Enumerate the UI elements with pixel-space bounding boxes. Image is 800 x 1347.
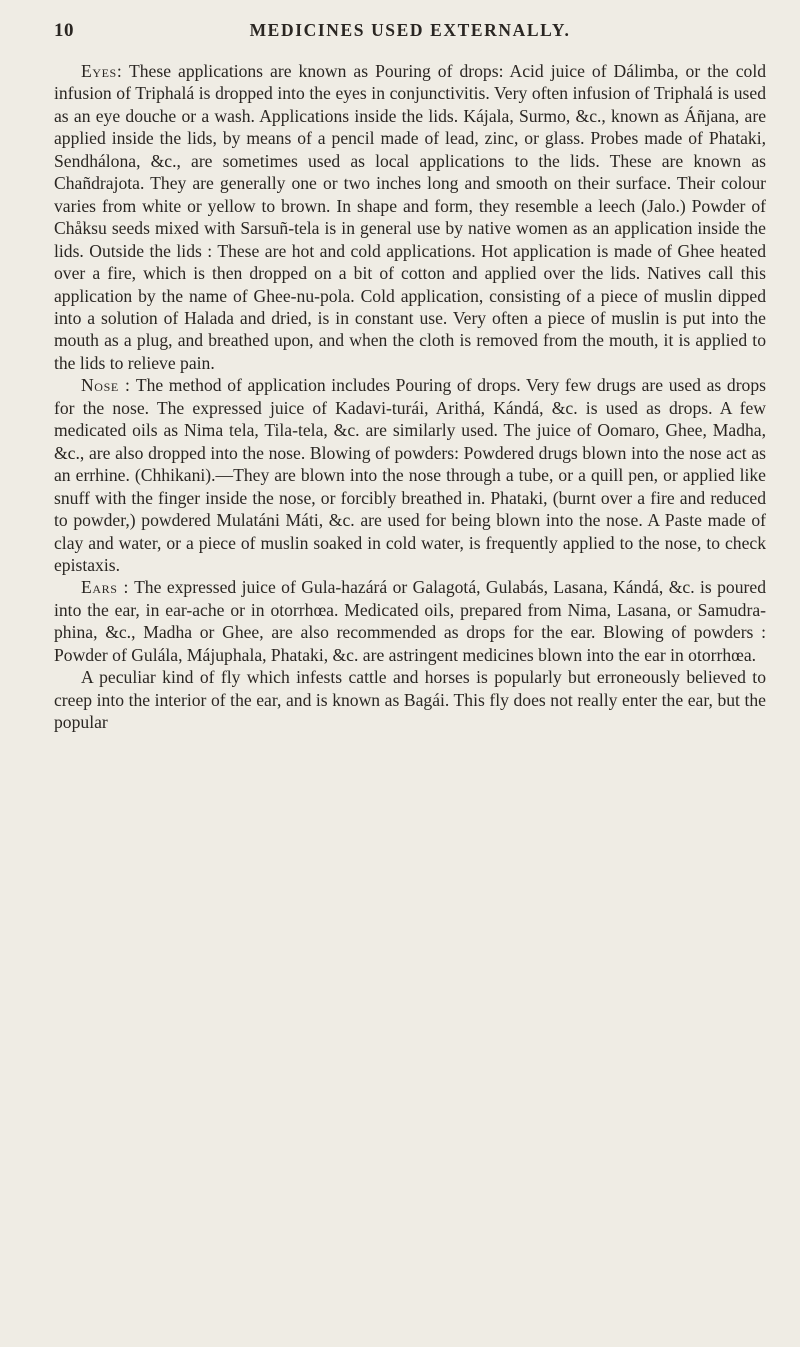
paragraph-nose-text: The method of application includes Pouring of drops. Very few drugs are used as drops for the nose. The expressed juice of Kadavi-turái, Arithá, Kándá, &c. is used as drops. A few medicated oils as Nima tela, Tila-tela, &c. are similarly used. The juice of Oomaro, Ghee, Madha, &c., are also dropped into the nose. Blowing of powders: Powdered drugs blown into the nose act as an errhine. (Chhikani).—They are blown into the nose through a tube, or a quill pen, or applied like snuff with the finger inside the nose, or forcibly breathed in. Phataki, (burnt over a fire and reduced to powder,) powdered Mulatáni Máti, &c. are used for being blown into the nose. A Paste made of clay and water, or a piece of muslin soaked in cold water, is frequently applied to the nose, to check epistaxis. (54, 375, 766, 575)
section-lead-ears: Ears : (81, 577, 129, 598)
section-lead-eyes: Eyes: (81, 61, 123, 81)
book-page (54, 0, 766, 1347)
page-number: 10 (54, 20, 74, 41)
running-head (54, 20, 766, 50)
paragraph-eyes (54, 60, 766, 374)
running-title: MEDICINES USED EXTERNALLY. (249, 20, 571, 40)
paragraph-fly (54, 666, 766, 733)
paragraph-ears (54, 576, 766, 666)
paragraph-eyes-text: These applications are known as Pouring of drops: Acid juice of Dálimba, or the cold infusion of Triphalá is dropped into the eyes in conjunctivitis. Very often infusion of Triphalá is used as an eye douche or a wash. Applications inside the lids. Kájala, Surmo, &c., known as Áñjana, are applied inside the lids, by means of a pencil made of lead, zinc, or glass. Probes made of Phataki, Sendhálona, &c., are sometimes used as local applications to the lids. These are known as Chañdrajota. They are generally one or two inches long and smooth on their surface. Their colour varies from white or yellow to brown. In shape and form, they resemble a leech (Jalo.) Powder of Chåksu seeds mixed with Sarsuñ-tela is in general use by native women as an application inside the lids. Outside the lids : These are hot and cold applications. Hot application is made of Ghee heated over a fire, which is then dropped on a bit of cotton and applied over the lids. Natives call this application by the name of Ghee-nu-pola. Cold application, consisting of a piece of muslin dipped into a solution of Halada and dried, is in constant use. Very often a piece of muslin is put into the mouth as a plug, and breathed upon, and when the cloth is removed from the mouth, it is applied to the lids to relieve pain. (54, 61, 766, 373)
section-lead-nose: Nose : (81, 375, 131, 396)
paragraph-ears-text: The expressed juice of Gula-hazárá or Galagotá, Gulabás, Lasana, Kándá, &c. is poured into the ear, in ear-ache or in otorrhœa. Medicated oils, prepared from Nima, Lasana, or Samudra-phina, &c., Madha or Ghee, are also recommended as drops for the ear. Blowing of powders : Powder of Gulála, Májuphala, Phataki, &c. are astringent medicines blown into the ear in otorrhœa. (54, 577, 766, 665)
paragraph-fly-text: A peculiar kind of fly which infests cattle and horses is popularly but erroneously believed to creep into the interior of the ear, and is known as Bagái. This fly does not really enter the ear, but the popular (54, 667, 766, 733)
paragraph-nose (54, 374, 766, 576)
body-text (54, 60, 766, 734)
